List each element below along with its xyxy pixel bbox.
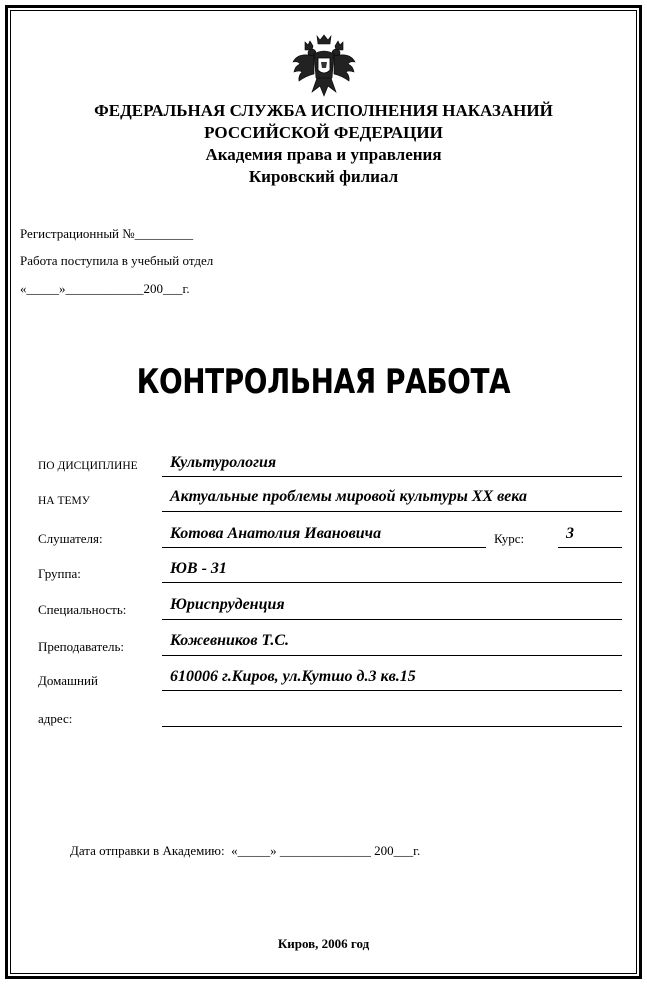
course-label: Курс: bbox=[494, 531, 525, 546]
address-value: 610006 г.Киров, ул.Кутшо д.3 кв.15 bbox=[170, 668, 416, 685]
topic-value: Актуальные проблемы мировой культуры XX века bbox=[170, 488, 527, 505]
document-title: КОНТРОЛЬНАЯ РАБОТА bbox=[136, 362, 511, 402]
group-underline bbox=[162, 582, 622, 583]
group-value: ЮВ - 31 bbox=[170, 560, 227, 577]
footer-city-year: Киров, 2006 год bbox=[277, 936, 370, 951]
address-underline bbox=[162, 690, 622, 691]
student-label: Слушателя: bbox=[38, 531, 103, 546]
coat-of-arms-emblem bbox=[290, 34, 358, 100]
course-underline bbox=[558, 547, 622, 548]
registration-number: Регистрационный №_________ bbox=[20, 226, 194, 241]
teacher-value: Кожевников Т.С. bbox=[170, 632, 289, 649]
course-value: 3 bbox=[566, 525, 574, 542]
address-label-second-line: адрес: bbox=[38, 711, 73, 726]
teacher-underline bbox=[162, 655, 622, 656]
header-branch: Кировский филиал bbox=[248, 167, 399, 186]
specialty-value: Юриспруденция bbox=[170, 596, 285, 613]
header-agency-line1: ФЕДЕРАЛЬНАЯ СЛУЖБА ИСПОЛНЕНИЯ НАКАЗАНИЙ bbox=[94, 101, 553, 120]
received-date: «_____»____________200___г. bbox=[20, 281, 190, 296]
address-underline-second bbox=[162, 726, 622, 727]
send-date-line: Дата отправки в Академию: «_____» ______________ 200___г. bbox=[70, 843, 421, 858]
topic-label: НА ТЕМУ bbox=[38, 495, 90, 507]
specialty-label: Специальность: bbox=[38, 602, 127, 617]
teacher-label: Преподаватель: bbox=[38, 639, 125, 654]
student-value: Котова Анатолия Ивановича bbox=[170, 525, 382, 542]
header-agency-line2: РОССИЙСКОЙ ФЕДЕРАЦИИ bbox=[204, 123, 443, 142]
discipline-value: Культурология bbox=[170, 454, 277, 471]
header-academy: Академия права и управления bbox=[205, 145, 442, 164]
address-label: Домашний bbox=[38, 673, 98, 688]
discipline-label: ПО ДИСЦИПЛИНЕ bbox=[38, 460, 138, 472]
received-note: Работа поступила в учебный отдел bbox=[20, 253, 214, 268]
discipline-underline bbox=[162, 476, 622, 477]
group-label: Группа: bbox=[38, 566, 81, 581]
student-underline bbox=[162, 547, 486, 548]
topic-underline bbox=[162, 511, 622, 512]
specialty-underline bbox=[162, 619, 622, 620]
